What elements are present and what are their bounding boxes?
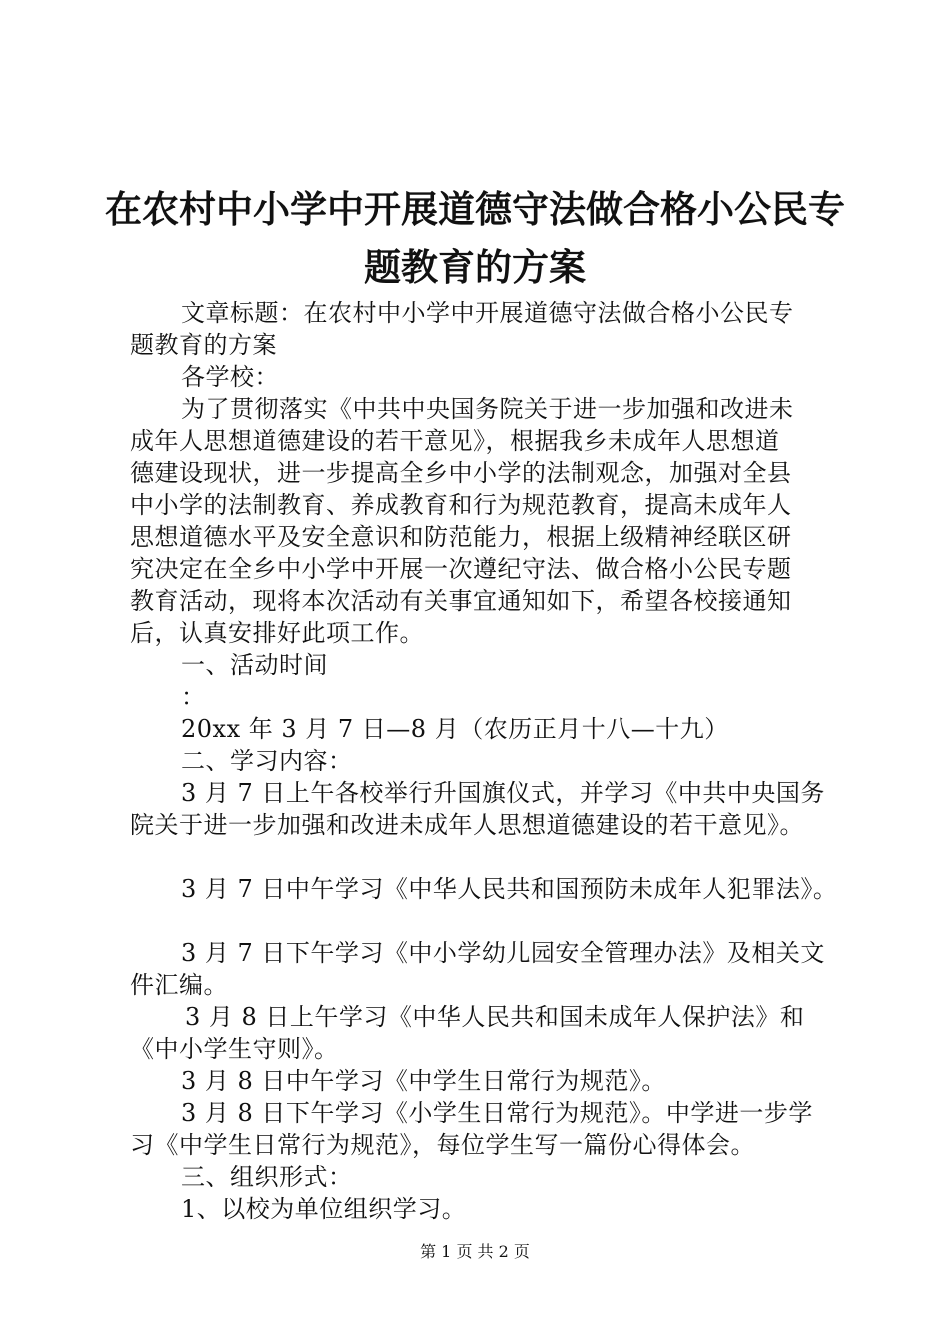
schedule-item-line: 3 月 7 日下午学习《中小学幼儿园安全管理办法》及相关文: [181, 939, 825, 967]
schedule-item-line: 院关于进一步加强和改进未成年人思想道德建设的若干意见》。: [130, 811, 804, 839]
body-paragraph-line: 中小学的法制教育、养成教育和行为规范教育，提高未成年人: [130, 491, 792, 519]
schedule-item-line: 3 月 8 日下午学习《小学生日常行为规范》。中学进一步学: [181, 1099, 813, 1127]
schedule-item-line: 3 月 7 日上午各校举行升国旗仪式，并学习《中共中央国务: [181, 779, 825, 807]
body-paragraph-line: 后，认真安排好此项工作。: [130, 619, 424, 647]
document-title-line-2: 题教育的方案: [364, 245, 586, 289]
section-heading: 三、组织形式：: [181, 1163, 353, 1191]
article-title-line: 题教育的方案: [130, 331, 277, 359]
page-footer: 第 1 页 共 2 页: [420, 1242, 530, 1261]
schedule-item-line: 3 月 8 日中午学习《中学生日常行为规范》。: [181, 1067, 666, 1095]
body-paragraph-line: 成年人思想道德建设的若干意见》，根据我乡未成年人思想道: [130, 427, 780, 455]
article-title-line: 文章标题：在农村中小学中开展道德守法做合格小公民专: [181, 299, 794, 327]
schedule-item-line: 习《中学生日常行为规范》，每位学生写一篇份心得体会。: [130, 1131, 755, 1159]
body-paragraph-line: 教育活动，现将本次活动有关事宜通知如下，希望各校接通知: [130, 587, 792, 615]
schedule-item-line: 《中小学生守则》。: [130, 1035, 339, 1063]
activity-date: 20xx 年 3 月 7 日—8 月（农历正月十八—十九）: [181, 715, 729, 743]
body-paragraph-line: 思想道德水平及安全意识和防范能力，根据上级精神经联区研: [130, 523, 792, 551]
section-heading: 二、学习内容：: [181, 747, 353, 775]
body-paragraph-line: 为了贯彻落实《中共中央国务院关于进一步加强和改进未: [181, 395, 794, 423]
body-paragraph-line: 德建设现状，进一步提高全乡中小学的法制观念，加强对全县: [130, 459, 792, 487]
body-paragraph-line: 究决定在全乡中小学中开展一次遵纪守法、做合格小公民专题: [130, 555, 792, 583]
document-title-line-1: 在农村中小学中开展道德守法做合格小公民专: [105, 187, 845, 231]
colon-line: ：: [181, 683, 206, 711]
schedule-item-line: 3 月 8 日上午学习《中华人民共和国未成年人保护法》和: [185, 1003, 805, 1031]
salutation: 各学校：: [181, 363, 279, 391]
section-heading: 一、活动时间: [181, 651, 328, 679]
list-item: 1、以校为单位组织学习。: [181, 1195, 467, 1223]
schedule-item-line: 件汇编。: [130, 971, 228, 999]
schedule-item-line: 3 月 7 日中午学习《中华人民共和国预防未成年人犯罪法》。: [181, 875, 838, 903]
